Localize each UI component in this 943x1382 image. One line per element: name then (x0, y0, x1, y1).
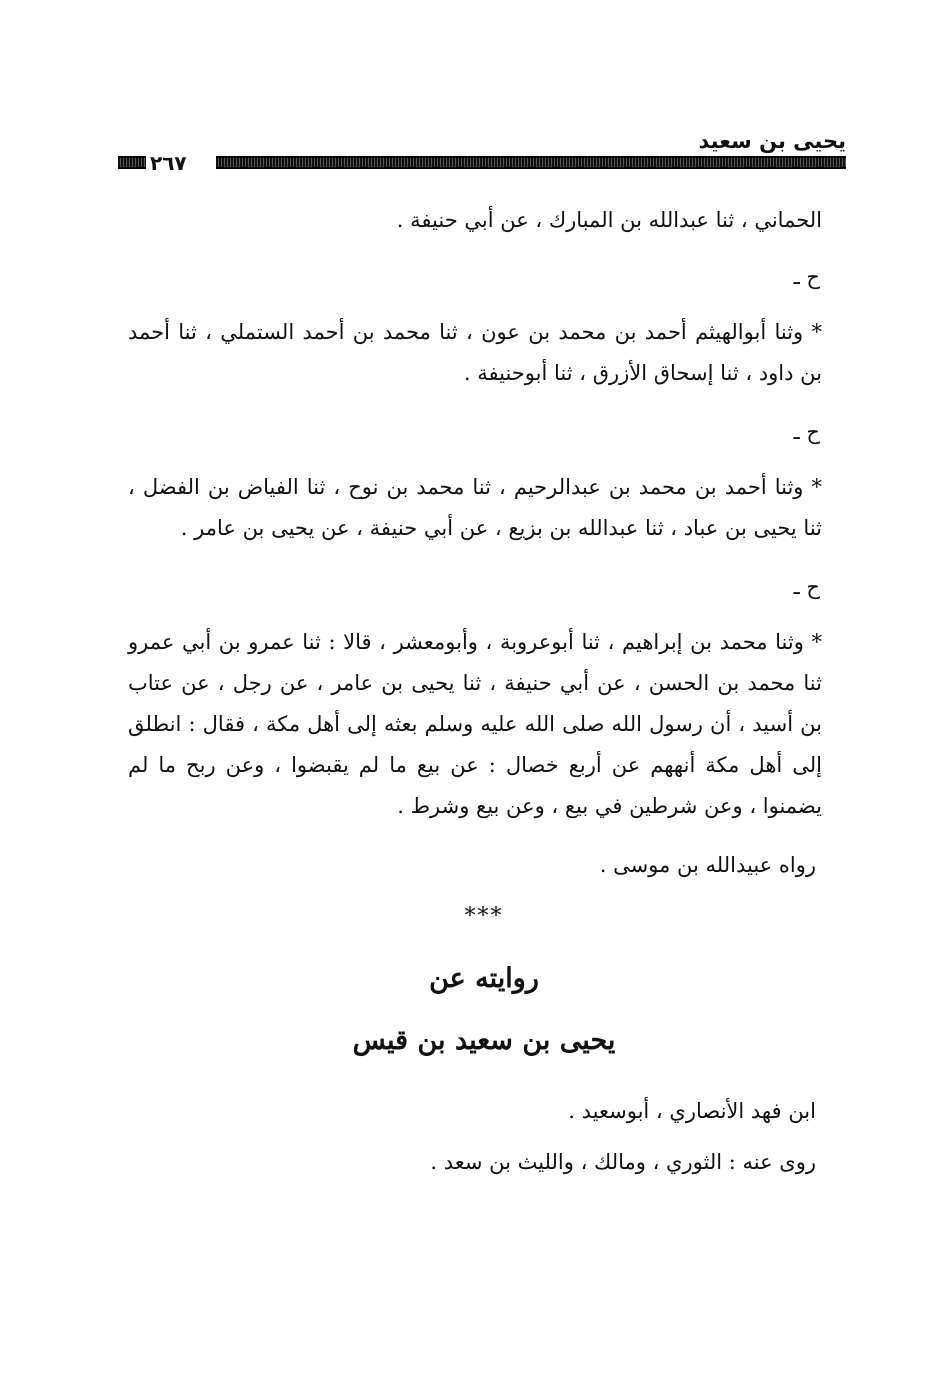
page-body (128, 200, 840, 1193)
section-title-line-2: يحيى بن سعيد بن قيس (352, 1025, 616, 1056)
header-rule-stub (118, 156, 146, 169)
bio-line: ابن فهد الأنصاري ، أبوسعيد . (568, 1099, 816, 1123)
running-header (118, 128, 846, 180)
header-rule (216, 156, 846, 169)
page-number: ٢٦٧ (150, 151, 187, 175)
section-title-line-1: روايته عن (429, 963, 539, 994)
section-separator: *** (464, 904, 504, 929)
ha-marker-1: ح ـ (793, 265, 820, 289)
narration-line: رواه عبيدالله بن موسى . (599, 853, 816, 877)
body-line-first: الحماني ، ثنا عبدالله بن المبارك ، عن أبي حنيفة . (396, 208, 822, 232)
chain-paragraph-3: * وثنا محمد بن إبراهيم ، ثنا أبوعروبة ، وأبومعشر ، قالا : ثنا عمرو بن أبي عمرو ثنا محمد بن الحسن ، عن أبي حنيفة ، ثنا يحيى بن عامر ، عن رجل ، عن عتاب بن أسيد ، أن رسول الله صلى الله عليه وسلم بعثه إلى أهل مكة ، فقال : انطلق إلى أهل مكة أنههم عن أربع خصال : عن بيع ما لم يقبضوا ، وعن ربح ما لم يضمنوا ، وعن شرطين في بيع ، وعن بيع وشرط . (128, 630, 822, 818)
chain-paragraph-1: * وثنا أبوالهيثم أحمد بن محمد بن عون ، ثنا محمد بن أحمد الستملي ، ثنا أحمد بن داود ، ثنا إسحاق الأزرق ، ثنا أبوحنيفة . (128, 320, 822, 385)
running-header-title: يحيى بن سعيد (698, 129, 846, 153)
chain-paragraph-2: * وثنا أحمد بن محمد بن عبدالرحيم ، ثنا محمد بن نوح ، ثنا الفياض بن الفضل ، ثنا يحيى بن عباد ، ثنا عبدالله بن بزيع ، عن أبي حنيفة ، عن يحيى بن عامر . (128, 475, 822, 540)
ha-marker-2: ح ـ (793, 420, 820, 444)
ha-marker-3: ح ـ (793, 575, 820, 599)
narrators-line: روى عنه : الثوري ، ومالك ، والليث بن سعد . (430, 1150, 816, 1174)
